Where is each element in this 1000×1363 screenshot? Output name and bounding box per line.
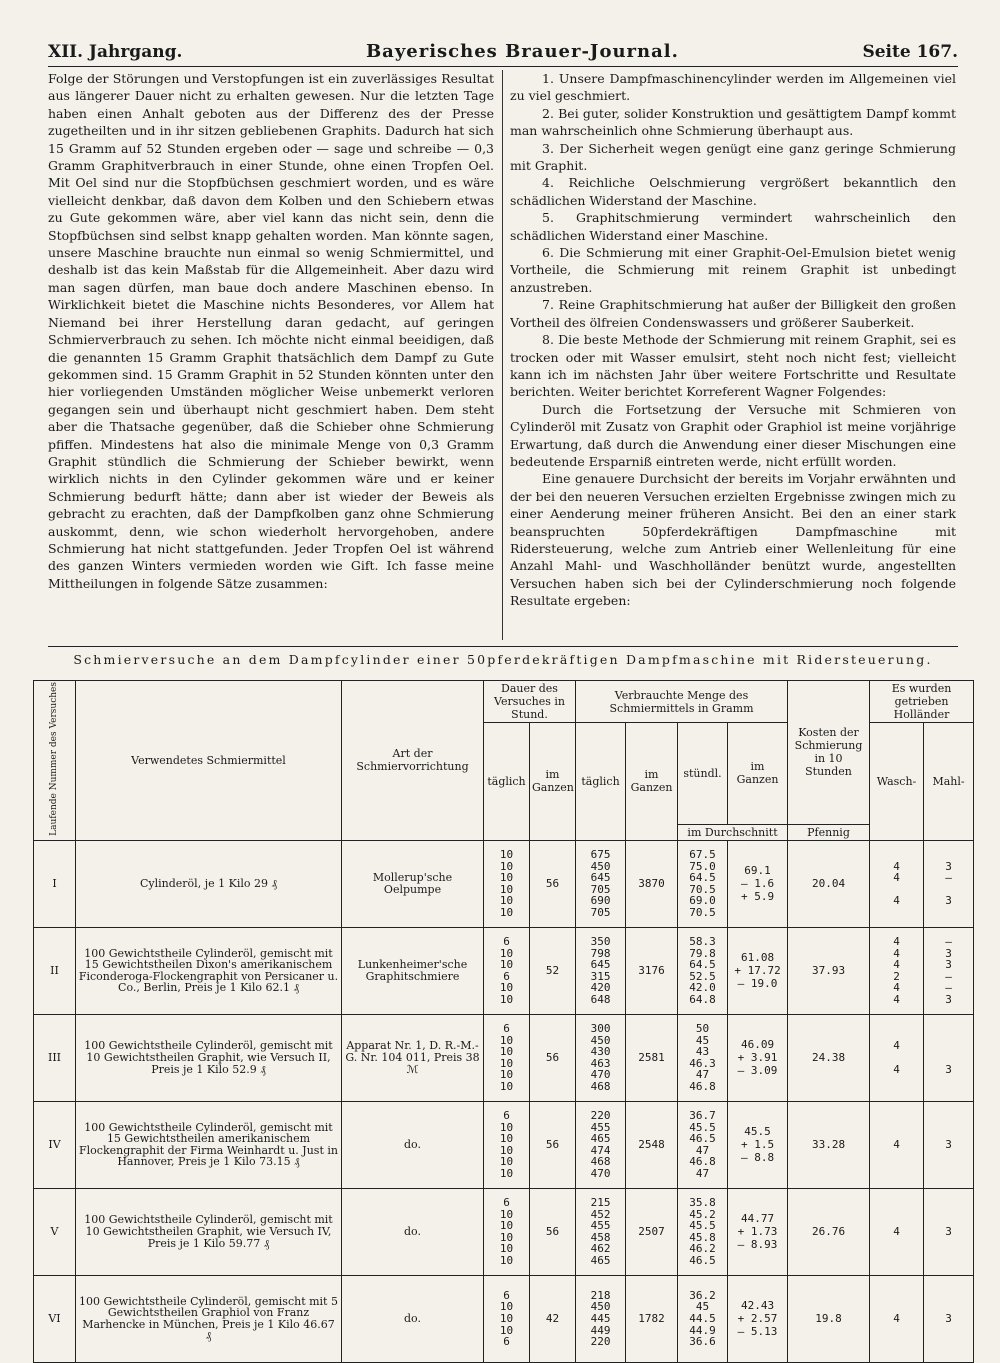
hours-daily-value: 10 xyxy=(499,1242,514,1256)
amount-daily-value: 690 xyxy=(590,894,611,908)
conclusion-2: 2. Bei guter, solider Konstruktion und gesättigtem Dampf kommt man wahrscheinlich ohne Schmierung überhaupt aus. xyxy=(510,105,956,139)
amount-hourly-value: 45 xyxy=(695,1033,710,1047)
grind-hollanders xyxy=(924,1275,974,1362)
wash-value: 4 xyxy=(893,1225,900,1239)
amount-daily-value: 449 xyxy=(590,1323,611,1337)
hours-daily xyxy=(484,927,530,1014)
hours-daily xyxy=(484,1188,530,1275)
grind-value: — xyxy=(945,935,952,949)
header-dauer: Dauer des Versuches in Stund. xyxy=(484,681,576,723)
amount-daily xyxy=(576,1275,626,1362)
amount-hourly xyxy=(678,927,728,1014)
hours-daily-value: 10 xyxy=(499,993,514,1007)
grind-value: — xyxy=(945,871,952,885)
hours-daily-value: 10 xyxy=(499,1230,514,1244)
amount-hourly xyxy=(678,1275,728,1362)
wash-value: 2 xyxy=(893,969,900,983)
grind-value xyxy=(926,1052,971,1064)
header-hollaender: Es wurden getrieben Holländer xyxy=(870,681,974,723)
amount-average xyxy=(728,1101,788,1188)
amount-daily-value: 455 xyxy=(590,1120,611,1134)
header-dauer-taeglich: täglich xyxy=(484,723,530,841)
cost-10-hours: 26.76 xyxy=(788,1188,870,1275)
amount-daily-value: 675 xyxy=(590,848,611,862)
trial-number: III xyxy=(34,1014,76,1101)
amount-hourly-value: 47 xyxy=(695,1143,710,1157)
amount-total: 2507 xyxy=(626,1188,678,1275)
average-value: + 3.91 xyxy=(737,1051,778,1065)
amount-total: 1782 xyxy=(626,1275,678,1362)
conclusion-4: 4. Reichliche Oelschmierung vergrößert bekanntlich den schädlichen Widerstand der Maschine. xyxy=(510,175,956,208)
grind-value xyxy=(926,1040,971,1052)
lubrication-table xyxy=(33,680,974,1363)
amount-daily-value: 474 xyxy=(590,1143,611,1157)
amount-daily xyxy=(576,1188,626,1275)
average-value: — 19.0 xyxy=(737,977,778,991)
average-value: + 2.57 xyxy=(737,1312,778,1326)
header-kosten: Kosten der Schmierung in 10 Stunden xyxy=(788,681,870,825)
lubricant-description: 100 Gewichtstheile Cylinderöl, gemischt mit 5 Gewichtstheilen Graphiol von Franz Marhencke in München, Preis je 1 Kilo 46.67 ₰ xyxy=(76,1275,342,1362)
hours-total: 56 xyxy=(530,1188,576,1275)
trial-number: I xyxy=(34,840,76,927)
grind-value: 3 xyxy=(945,1138,952,1152)
lubricator-type: Lunkenheimer'sche Graphitschmiere xyxy=(342,927,484,1014)
amount-average xyxy=(728,1275,788,1362)
amount-daily-value: 705 xyxy=(590,882,611,896)
amount-daily-value: 645 xyxy=(590,871,611,885)
average-value: + 5.9 xyxy=(740,890,775,904)
amount-daily-value: 798 xyxy=(590,946,611,960)
grind-value: 3 xyxy=(945,1225,952,1239)
amount-daily-value: 350 xyxy=(590,935,611,949)
amount-daily-value: 455 xyxy=(590,1219,611,1233)
hours-daily-value: 10 xyxy=(499,1155,514,1169)
header-wasch: Wasch- xyxy=(870,723,924,841)
right-column xyxy=(510,70,956,650)
amount-hourly-value: 36.7 xyxy=(689,1109,716,1123)
average-value: + 1.5 xyxy=(740,1138,775,1152)
grind-value: 3 xyxy=(945,1312,952,1326)
conclusion-7: 7. Reine Graphitschmierung hat außer der Billigkeit den großen Vortheil des ölfreien Condenswassers und größerer Sauberkeit. xyxy=(510,297,956,330)
hours-daily xyxy=(484,1275,530,1362)
page-header xyxy=(48,34,958,62)
grind-value: 3 xyxy=(945,946,952,960)
amount-daily-value: 705 xyxy=(590,906,611,920)
header-stuendl: stündl. xyxy=(678,723,728,825)
conclusion-5: 5. Graphitschmierung vermindert wahrscheinlich den schädlichen Widerstand einer Maschine. xyxy=(510,210,956,243)
average-value: — 8.93 xyxy=(737,1238,778,1252)
amount-daily-value: 450 xyxy=(590,859,611,873)
lubricant-description: Cylinderöl, je 1 Kilo 29 ₰ xyxy=(76,840,342,927)
wash-value: 4 xyxy=(893,859,900,873)
amount-daily-value: 462 xyxy=(590,1242,611,1256)
hours-daily-value: 6 xyxy=(503,1335,510,1349)
amount-hourly xyxy=(678,1188,728,1275)
hours-daily-value: 10 xyxy=(499,1056,514,1070)
amount-total: 3176 xyxy=(626,927,678,1014)
lubricant-description: 100 Gewichtstheile Cylinderöl, gemischt mit 10 Gewichtstheilen Graphit, wie Versuch II, Preis je 1 Kilo 52.9 ₰ xyxy=(76,1014,342,1101)
amount-daily-value: 220 xyxy=(590,1109,611,1123)
lubricator-type: Mollerup'sche Oelpumpe xyxy=(342,840,484,927)
grind-value: 3 xyxy=(945,1062,952,1076)
average-value: 44.77 xyxy=(740,1212,775,1226)
amount-daily-value: 215 xyxy=(590,1196,611,1210)
hours-daily-value: 6 xyxy=(503,1288,510,1302)
wash-hollanders xyxy=(870,1014,924,1101)
amount-daily-value: 445 xyxy=(590,1312,611,1326)
average-value: + 1.73 xyxy=(737,1225,778,1239)
column-divider xyxy=(502,70,503,640)
hours-daily-value: 10 xyxy=(499,1167,514,1181)
amount-daily-value: 450 xyxy=(590,1033,611,1047)
grind-value: — xyxy=(945,981,952,995)
amount-hourly-value: 44.5 xyxy=(689,1312,716,1326)
trial-number: VI xyxy=(34,1275,76,1362)
amount-daily-value: 465 xyxy=(590,1254,611,1268)
amount-daily-value: 468 xyxy=(590,1155,611,1169)
amount-hourly-value: 69.0 xyxy=(689,894,716,908)
hours-daily-value: 10 xyxy=(499,1219,514,1233)
journal-title: Bayerisches Brauer-Journal. xyxy=(365,41,679,62)
average-value: 69.1 xyxy=(744,864,771,878)
hours-daily-value: 10 xyxy=(499,1323,514,1337)
amount-daily-value: 300 xyxy=(590,1022,611,1036)
header-im-ganzen: im Ganzen xyxy=(728,723,788,825)
table-row xyxy=(34,1014,974,1101)
amount-hourly-value: 46.8 xyxy=(689,1155,716,1169)
hours-daily-value: 10 xyxy=(499,1132,514,1146)
average-value: — 1.6 xyxy=(740,877,775,891)
lubricant-description: 100 Gewichtstheile Cylinderöl, gemischt mit 15 Gewichtstheilen amerikanischem Flockengraphit der Firma Weinhardt u. Just in Hannover, Preis je 1 Kilo 73.15 ₰ xyxy=(76,1101,342,1188)
hours-daily-value: 10 xyxy=(499,1207,514,1221)
amount-hourly-value: 64.5 xyxy=(689,871,716,885)
amount-hourly xyxy=(678,840,728,927)
amount-average xyxy=(728,1188,788,1275)
cost-10-hours: 37.93 xyxy=(788,927,870,1014)
hours-daily-value: 10 xyxy=(499,1120,514,1134)
wash-value: 4 xyxy=(893,993,900,1007)
lubricant-description: 100 Gewichtstheile Cylinderöl, gemischt mit 15 Gewichtstheilen Dixon's amerikanischem Ficonderoga-Flockengraphit von Persicaner u. Co., Berlin, Preis je 1 Kilo 62.1 ₰ xyxy=(76,927,342,1014)
conclusion-3: 3. Der Sicherheit wegen genügt eine ganz geringe Schmierung mit Graphit. xyxy=(510,140,956,174)
amount-daily xyxy=(576,927,626,1014)
amount-hourly-value: 36.2 xyxy=(689,1288,716,1302)
left-column xyxy=(48,70,494,650)
wash-value: 4 xyxy=(893,1138,900,1152)
amount-hourly-value: 50 xyxy=(695,1022,710,1036)
hours-daily-value: 10 xyxy=(499,882,514,896)
conclusion-8: 8. Die beste Methode der Schmierung mit reinem Graphit, sei es trocken oder mit Wasser emulsirt, steht noch nicht fest; vielleicht kann ich im nächsten Jahr über weitere Fortschritte und Resultate berichten. Weiter berichtet Korreferent Wagner Folgendes: xyxy=(510,332,956,400)
header-rule xyxy=(48,66,958,67)
wash-value xyxy=(872,1052,921,1064)
header-nr: Laufende Nummer des Versuches xyxy=(34,681,76,841)
amount-daily-value: 430 xyxy=(590,1045,611,1059)
average-value: — 8.8 xyxy=(740,1151,775,1165)
hours-daily xyxy=(484,1014,530,1101)
wash-value: 4 xyxy=(893,958,900,972)
hours-daily-value: 6 xyxy=(503,1109,510,1123)
amount-daily-value: 218 xyxy=(590,1288,611,1302)
wash-value: 4 xyxy=(893,946,900,960)
hours-daily-value: 10 xyxy=(499,859,514,873)
hours-daily-value: 10 xyxy=(499,1080,514,1094)
report-paragraph-1: Durch die Fortsetzung der Versuche mit Schmieren von Cylinderöl mit Zusatz von Graphit oder Graphiol ist meine vorjährige Erwartung, daß durch die Anwendung einer dieser Mischungen eine bedeutende Ersparniß eintreten werde, nicht erfüllt worden. xyxy=(510,401,956,469)
amount-hourly-value: 75.0 xyxy=(689,859,716,873)
header-menge: Verbrauchte Menge des Schmiermittels in Gramm xyxy=(576,681,788,723)
amount-average xyxy=(728,840,788,927)
hours-daily-value: 10 xyxy=(499,981,514,995)
hours-daily xyxy=(484,840,530,927)
amount-daily-value: 315 xyxy=(590,969,611,983)
hours-daily-value: 10 xyxy=(499,1254,514,1268)
amount-daily-value: 452 xyxy=(590,1207,611,1221)
grind-hollanders xyxy=(924,1101,974,1188)
hours-total: 56 xyxy=(530,1014,576,1101)
amount-daily-value: 463 xyxy=(590,1056,611,1070)
amount-daily xyxy=(576,1101,626,1188)
amount-daily-value: 468 xyxy=(590,1080,611,1094)
amount-hourly-value: 45 xyxy=(695,1300,710,1314)
amount-daily-value: 648 xyxy=(590,993,611,1007)
hours-daily-value: 6 xyxy=(503,1022,510,1036)
hours-daily-value: 10 xyxy=(499,894,514,908)
hours-daily-value: 10 xyxy=(499,1312,514,1326)
hours-daily-value: 6 xyxy=(503,1196,510,1210)
header-mittel: Verwendetes Schmiermittel xyxy=(76,681,342,841)
volume-label: XII. Jahrgang. xyxy=(48,42,183,62)
page-number: Seite 167. xyxy=(862,42,958,62)
average-value: — 5.13 xyxy=(737,1325,778,1339)
cost-10-hours: 33.28 xyxy=(788,1101,870,1188)
amount-hourly xyxy=(678,1101,728,1188)
hours-daily-value: 10 xyxy=(499,848,514,862)
hours-total: 52 xyxy=(530,927,576,1014)
wash-hollanders xyxy=(870,1188,924,1275)
lubricator-type: do. xyxy=(342,1188,484,1275)
average-value: 46.09 xyxy=(740,1038,775,1052)
header-durchschnitt: im Durchschnitt xyxy=(678,824,788,840)
hours-daily-value: 10 xyxy=(499,958,514,972)
header-vorrichtung: Art der Schmiervorrichtung xyxy=(342,681,484,841)
trial-number: IV xyxy=(34,1101,76,1188)
wash-value: 4 xyxy=(893,1039,900,1053)
section-rule xyxy=(48,646,958,647)
table-row xyxy=(34,840,974,927)
amount-hourly-value: 70.5 xyxy=(689,906,716,920)
grind-hollanders xyxy=(924,1014,974,1101)
amount-daily-value: 470 xyxy=(590,1068,611,1082)
amount-daily-value: 465 xyxy=(590,1132,611,1146)
amount-hourly-value: 45.2 xyxy=(689,1207,716,1221)
wash-value: 4 xyxy=(893,871,900,885)
lubricator-type: do. xyxy=(342,1275,484,1362)
amount-hourly-value: 46.5 xyxy=(689,1254,716,1268)
amount-total: 2548 xyxy=(626,1101,678,1188)
table-row xyxy=(34,1101,974,1188)
hours-daily-value: 10 xyxy=(499,1068,514,1082)
amount-hourly-value: 64.8 xyxy=(689,993,716,1007)
amount-hourly-value: 45.8 xyxy=(689,1230,716,1244)
lubricator-type: Apparat Nr. 1, D. R.-M.-G. Nr. 104 011, Preis 38 ℳ xyxy=(342,1014,484,1101)
hours-daily-value: 10 xyxy=(499,1033,514,1047)
wash-value: 4 xyxy=(893,1062,900,1076)
hours-daily-value: 6 xyxy=(503,935,510,949)
hours-daily xyxy=(484,1101,530,1188)
wash-hollanders xyxy=(870,1275,924,1362)
hours-daily-value: 10 xyxy=(499,1045,514,1059)
amount-hourly-value: 47 xyxy=(695,1167,710,1181)
wash-value: 4 xyxy=(893,894,900,908)
amount-daily-value: 220 xyxy=(590,1335,611,1349)
header-mahl: Mahl- xyxy=(924,723,974,841)
amount-hourly-value: 42.0 xyxy=(689,981,716,995)
amount-hourly-value: 64.5 xyxy=(689,958,716,972)
amount-daily-value: 470 xyxy=(590,1167,611,1181)
amount-hourly-value: 43 xyxy=(695,1045,710,1059)
average-value: — 3.09 xyxy=(737,1064,778,1078)
table-row xyxy=(34,1275,974,1362)
amount-daily-value: 420 xyxy=(590,981,611,995)
grind-hollanders xyxy=(924,840,974,927)
amount-hourly-value: 47 xyxy=(695,1068,710,1082)
wash-hollanders xyxy=(870,927,924,1014)
average-value: 45.5 xyxy=(744,1125,771,1139)
hours-daily-value: 10 xyxy=(499,1300,514,1314)
table-body xyxy=(34,840,974,1362)
amount-total: 2581 xyxy=(626,1014,678,1101)
hours-daily-value: 10 xyxy=(499,871,514,885)
amount-hourly-value: 46.3 xyxy=(689,1056,716,1070)
amount-hourly-value: 58.3 xyxy=(689,935,716,949)
header-menge-taeglich: täglich xyxy=(576,723,626,841)
lubricant-description: 100 Gewichtstheile Cylinderöl, gemischt mit 10 Gewichtstheilen Graphit, wie Versuch IV, Preis je 1 Kilo 59.77 ₰ xyxy=(76,1188,342,1275)
grind-hollanders xyxy=(924,1188,974,1275)
hours-daily-value: 6 xyxy=(503,969,510,983)
amount-hourly-value: 46.5 xyxy=(689,1132,716,1146)
wash-value: 4 xyxy=(893,1312,900,1326)
lubricator-type: do. xyxy=(342,1101,484,1188)
grind-value: 3 xyxy=(945,958,952,972)
trial-number: V xyxy=(34,1188,76,1275)
hours-total: 42 xyxy=(530,1275,576,1362)
average-value: + 17.72 xyxy=(734,964,781,978)
grind-hollanders xyxy=(924,927,974,1014)
table-row xyxy=(34,1188,974,1275)
average-value: 61.08 xyxy=(740,951,775,965)
grind-value: — xyxy=(945,969,952,983)
grind-value: 3 xyxy=(945,993,952,1007)
wash-hollanders xyxy=(870,840,924,927)
amount-daily xyxy=(576,840,626,927)
wash-value: 4 xyxy=(893,935,900,949)
left-paragraph: Folge der Störungen und Verstopfungen ist ein zuverlässiges Resultat aus längerer Dauer nicht zu erhalten gewesen. Nur die letzten Tage haben einen Anhalt geboten aus der Differenz des der Presse zugetheilten und in ihr sitzen gebliebenen Graphits. Dadurch hat sich 15 Gramm auf 52 Stunden ergeben oder — sage und schreibe — 0,3 Gramm Graphitverbrauch in einer Stunde, ohne einen Tropfen Oel. Mit Oel sind nur die Stopfbüchsen geschmiert worden, und es wäre vielleicht denkbar, daß davon dem Kolben und den Schiebern etwas zu Gute gekommen wäre, aber viel kann das nicht sein, denn die Stopfbüchsen sind selbst knapp gehalten worden. Man könnte sagen, unsere Maschine brauchte nun einmal so wenig Schmiermittel, und deshalb ist das kein Maßstab für die Allgemeinheit. Aber dazu wird man sagen dürfen, man baue doch andere Maschinen ebenso. In Wirklichkeit bietet die Maschine nichts Besonderes, vor Allem hat Niemand bei ihrer Herstellung daran gedacht, auf geringen Schmierverbrauch zu sehen. Ich möchte nicht einmal beeidigen, daß die genannten 15 Gramm Graphit thatsächlich dem Dampf zu Gute gekommen sind. 15 Gramm Graphit in 52 Stunden könnten unter den hier vorliegenden Umständen möglicher Weise unbemerkt verloren gegangen sein und überhaupt nicht geschmiert haben. Dem steht aber die Thatsache gegenüber, daß die Schieber ohne Schmierung pfiffen. Mindestens hat also die minimale Menge von 0,3 Gramm Graphit stündlich die Schmierung der Schieber bewirkt, wenn wirklich nichts in den Cylinder gekommen wäre und er keiner Schmierung bedurft hätte; dann aber ist wieder der Beweis als gebracht zu erachten, daß der Dampfkolben ganz ohne Schmierung auskommt, denn, wie schon wiederholt hervorgehoben, andere Schmierung hat nicht stattgefunden. Jeder Tropfen Oel ist während des ganzen Winters vermieden worden wie Gift. Ich fasse meine Mittheilungen in folgende Sätze zusammen: xyxy=(48,71,494,591)
hours-total: 56 xyxy=(530,1101,576,1188)
amount-hourly-value: 45.5 xyxy=(689,1219,716,1233)
cost-10-hours: 19.8 xyxy=(788,1275,870,1362)
conclusion-1: 1. Unsere Dampfmaschinencylinder werden im Allgemeinen viel zu viel geschmiert. xyxy=(510,71,956,104)
amount-hourly-value: 36.6 xyxy=(689,1335,716,1349)
hours-total: 56 xyxy=(530,840,576,927)
amount-average xyxy=(728,1014,788,1101)
amount-hourly-value: 70.5 xyxy=(689,882,716,896)
hours-daily-value: 10 xyxy=(499,1143,514,1157)
amount-hourly xyxy=(678,1014,728,1101)
amount-hourly-value: 46.2 xyxy=(689,1242,716,1256)
table-caption: Schmierversuche an dem Dampfcylinder einer 50pferdekräftigen Dampfmaschine mit Ridersteuerung. xyxy=(73,652,933,667)
grind-value: 3 xyxy=(945,894,952,908)
header-dauer-ganzen: im Ganzen xyxy=(530,723,576,841)
amount-hourly-value: 46.8 xyxy=(689,1080,716,1094)
amount-total: 3870 xyxy=(626,840,678,927)
cost-10-hours: 24.38 xyxy=(788,1014,870,1101)
wash-value: 4 xyxy=(893,981,900,995)
hours-daily-value: 10 xyxy=(499,946,514,960)
amount-daily-value: 450 xyxy=(590,1300,611,1314)
trial-number: II xyxy=(34,927,76,1014)
amount-daily xyxy=(576,1014,626,1101)
amount-hourly-value: 44.9 xyxy=(689,1323,716,1337)
conclusion-6: 6. Die Schmierung mit einer Graphit-Oel-Emulsion bietet wenig Vortheile, die Schmierung mit reinem Graphit ist unbedingt anzustreben. xyxy=(510,245,956,295)
amount-hourly-value: 35.8 xyxy=(689,1196,716,1210)
table-row xyxy=(34,927,974,1014)
header-pfennig: Pfennig xyxy=(788,824,870,840)
amount-average xyxy=(728,927,788,1014)
header-menge-ganzen: im Ganzen xyxy=(626,723,678,841)
wash-hollanders xyxy=(870,1101,924,1188)
report-paragraph-2: Eine genauere Durchsicht der bereits im Vorjahr erwähnten und der bei den neueren Versuchen erzielten Ergebnisse zwingen mich zu einer Aenderung meiner früheren Ansicht. Bei den an einer stark beanspruchten 50pferdekräftigen Dampfmaschine mit Ridersteuerung, welche zum Antrieb einer Wellenleitung für eine Anzahl Mahl- und Waschholländer benützt wurde, angestellten Versuchen haben sich bei der Cylinderschmierung noch folgende Resultate ergeben: xyxy=(510,471,956,609)
amount-daily-value: 458 xyxy=(590,1230,611,1244)
cost-10-hours: 20.04 xyxy=(788,840,870,927)
amount-hourly-value: 52.5 xyxy=(689,969,716,983)
amount-daily-value: 645 xyxy=(590,958,611,972)
amount-hourly-value: 67.5 xyxy=(689,848,716,862)
hours-daily-value: 10 xyxy=(499,906,514,920)
amount-hourly-value: 45.5 xyxy=(689,1120,716,1134)
average-value: 42.43 xyxy=(740,1299,775,1313)
grind-value: 3 xyxy=(945,859,952,873)
amount-hourly-value: 79.8 xyxy=(689,946,716,960)
